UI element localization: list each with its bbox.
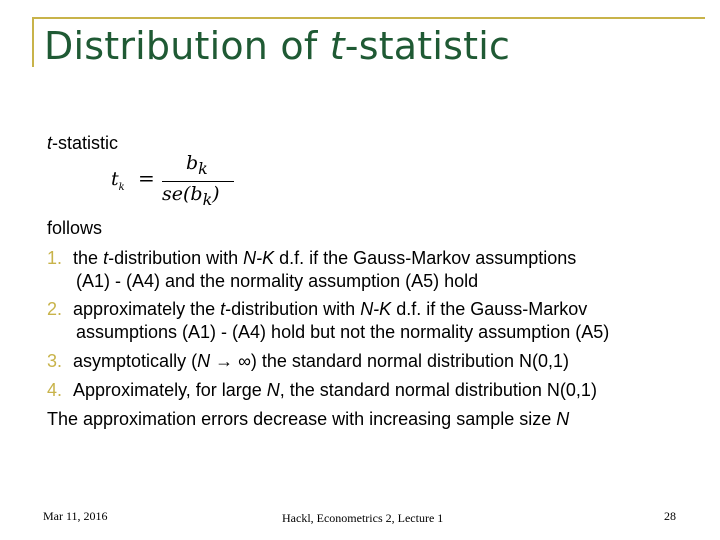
conclusion-text: The approximation errors decrease with increasing sample size N (47, 409, 570, 429)
fraction-bar (162, 181, 234, 182)
formula-numerator: $b_k$ (186, 152, 208, 178)
title-frame-top (32, 17, 705, 19)
follows-text: follows (47, 218, 103, 238)
list-number: 1. (47, 248, 63, 268)
list-item-4: 4. Approximately, for large N, the standard normal distribution N(0,1) (47, 380, 597, 400)
list-number: 2. (47, 299, 63, 319)
title-italic: t (329, 24, 345, 68)
title-prefix: Distribution of (44, 24, 330, 68)
list-item-1: 1. the t-distribution with N-K d.f. if the Gauss-Markov assumptions (47, 248, 577, 268)
formula-equals: = (138, 166, 155, 190)
intro-line (47, 133, 118, 154)
formula-lhs: $t_k$ (111, 168, 125, 193)
list-item-3: 3. asymptotically (N → ∞) the standard normal distribution N(0,1) (47, 351, 570, 371)
title-frame-left (32, 17, 34, 67)
list-item-2: 2. approximately the t-distribution with N-K d.f. if the Gauss-Markov (47, 299, 588, 319)
slide-title (44, 24, 510, 68)
intro-text: -statistic (52, 133, 119, 153)
footer-date: Mar 11, 2016 (43, 509, 108, 523)
list-number: 4. (47, 380, 63, 400)
footer-center: Hackl, Econometrics 2, Lecture 1 (282, 511, 444, 525)
list-item-2-line2: assumptions (A1) - (A4) hold but not the normality assumption (A5) (76, 322, 610, 342)
t-statistic-formula (108, 152, 248, 208)
footer-page-number: 28 (664, 509, 676, 523)
formula-denominator: $se(b_k)$ (162, 183, 220, 209)
title-suffix: -statistic (344, 24, 511, 68)
intro-italic: t (47, 133, 53, 153)
list-number: 3. (47, 351, 63, 371)
list-item-1-line2: (A1) - (A4) and the normality assumption (A5) hold (76, 271, 479, 291)
